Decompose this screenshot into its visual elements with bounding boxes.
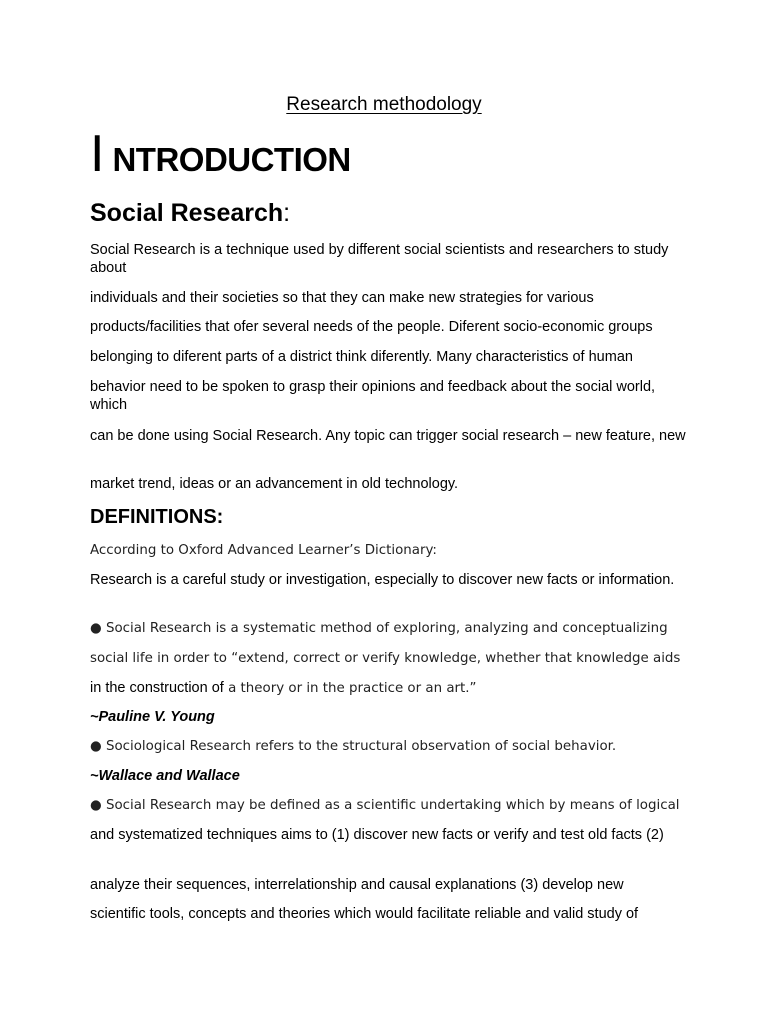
- introduction-heading: [90, 125, 351, 183]
- introduction-initial: I: [90, 125, 105, 183]
- introduction-rest: NTRODUCTION: [112, 141, 351, 178]
- young-definition-line: [90, 679, 690, 698]
- young-attribution: ~Pauline V. Young: [90, 709, 215, 725]
- social-paragraph-line: can be done using Social Research. Any topic can trigger social research – new feature, new: [90, 428, 686, 444]
- oxford-intro: According to Oxford Advanced Learner’s Dictionary:: [90, 543, 437, 558]
- young-definition-line: ● Social Research is a systematic method of exploring, analyzing and conceptualizing: [90, 621, 668, 636]
- social-paragraph-line: products/facilities that ofer several needs of the people. Diferent socio-economic groups: [90, 319, 653, 335]
- social-paragraph-line: behavior need to be spoken to grasp their opinions and feedback about the social world, which: [90, 379, 656, 413]
- young-definition-fragment: a theory or in the practice or an art.”: [223, 681, 477, 696]
- young-definition-line: social life in order to “extend, correct or verify knowledge, whether that knowledge aids: [90, 651, 681, 666]
- social-research-heading-text: Social Research: [90, 199, 284, 227]
- scientific-definition-line: and systematized techniques aims to (1) discover new facts or verify and test old facts (2): [90, 827, 664, 843]
- scientific-definition-line: scientific tools, concepts and theories which would facilitate reliable and valid study of: [90, 906, 639, 922]
- young-definition-fragment: in the construction of: [90, 680, 224, 696]
- social-paragraph-line: belonging to diferent parts of a district think diferently. Many characteristics of human: [90, 349, 633, 365]
- social-paragraph-line: Social Research is a technique used by different social scientists and researchers to study about: [90, 242, 669, 276]
- wallace-definition: ● Sociological Research refers to the structural observation of social behavior.: [90, 739, 617, 754]
- definitions-heading: DEFINITIONS:: [90, 506, 224, 528]
- document-title: Research methodology: [286, 94, 482, 115]
- scientific-definition-line: ● Social Research may be defined as a scientific undertaking which by means of logical: [90, 798, 680, 813]
- social-paragraph-line: individuals and their societies so that they can make new strategies for various: [90, 290, 594, 306]
- oxford-definition: Research is a careful study or investigation, especially to discover new facts or information.: [90, 572, 675, 588]
- scientific-definition-line: analyze their sequences, interrelationship and causal explanations (3) develop new: [90, 877, 624, 893]
- social-research-heading: [90, 198, 290, 228]
- wallace-attribution: ~Wallace and Wallace: [90, 768, 240, 784]
- social-paragraph-line: market trend, ideas or an advancement in old technology.: [90, 476, 459, 492]
- social-research-heading-colon: :: [283, 199, 291, 227]
